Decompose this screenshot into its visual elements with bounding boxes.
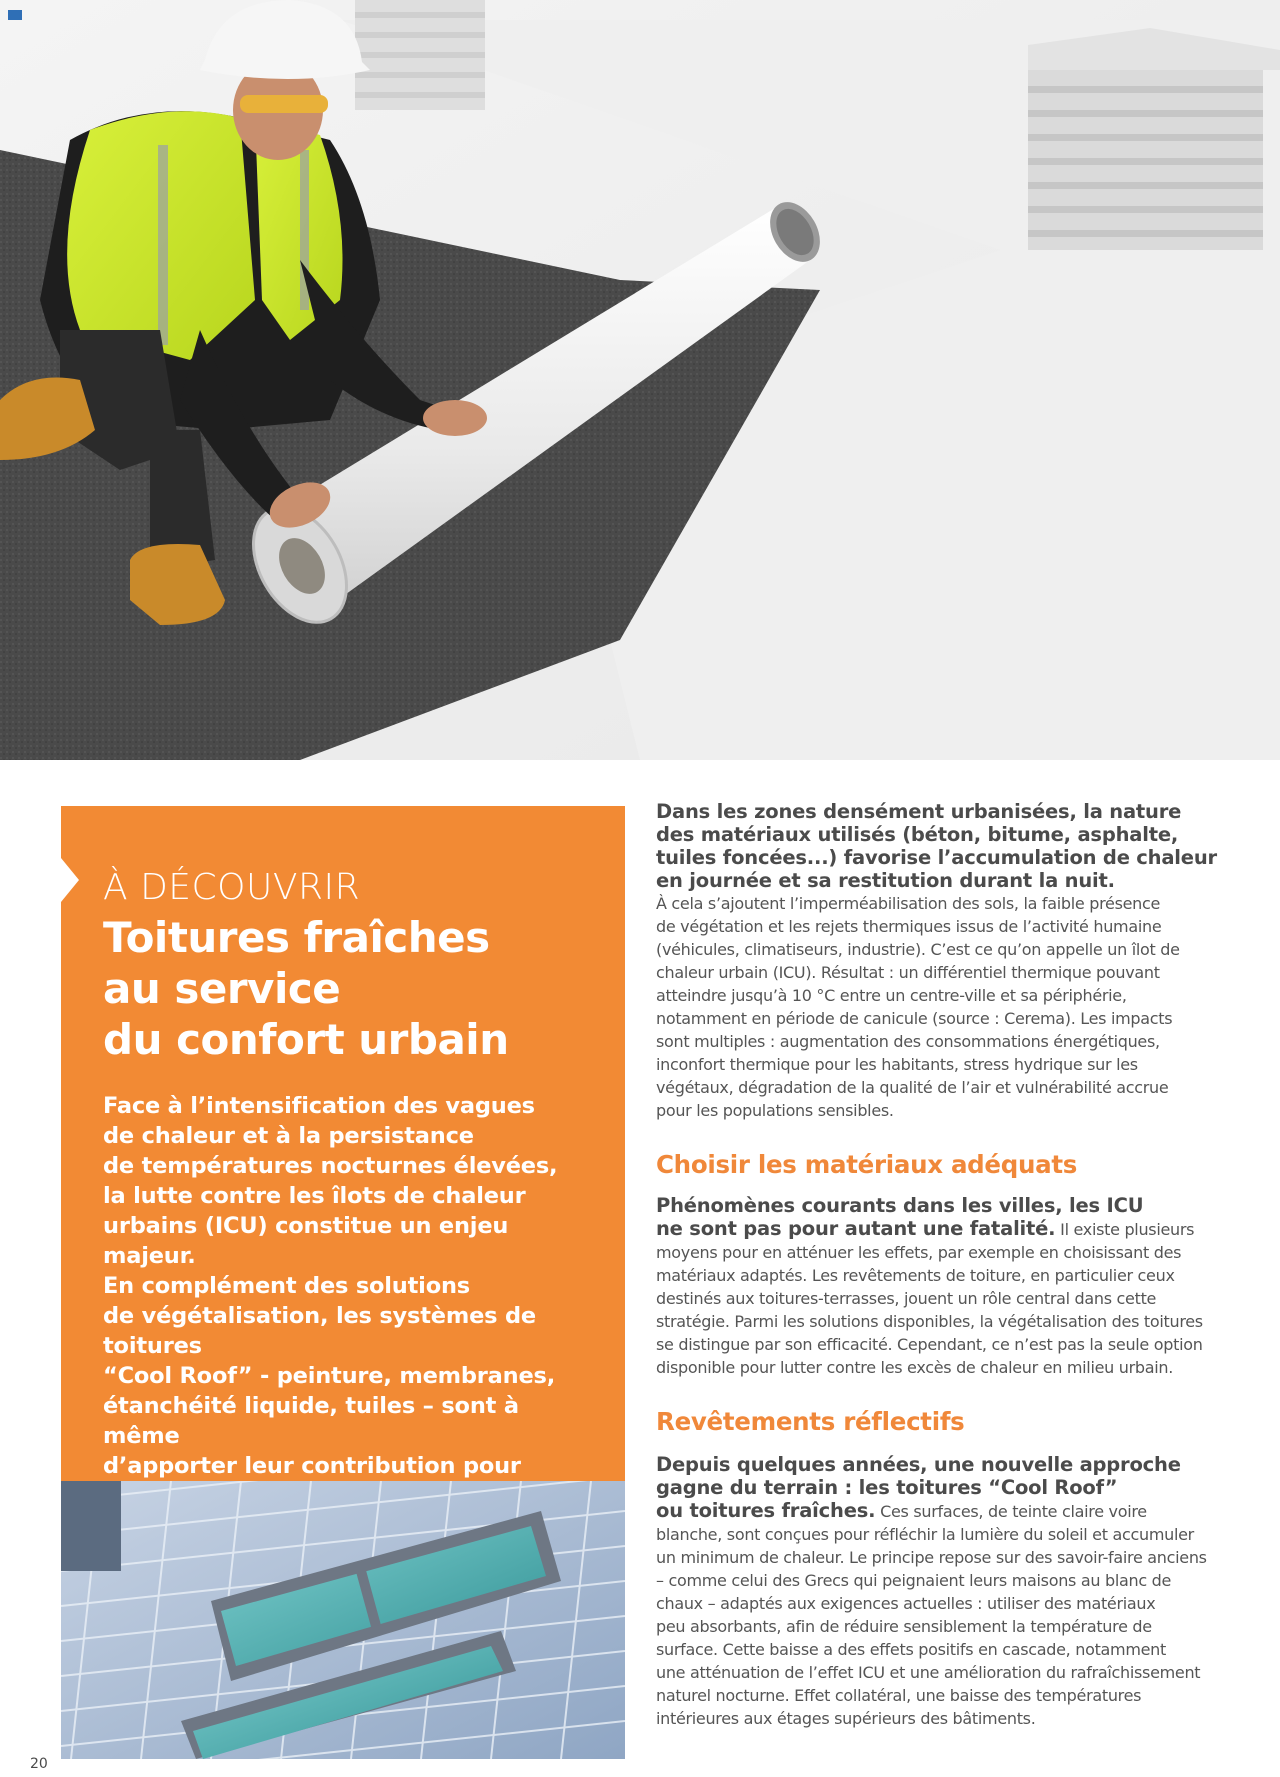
building-facade-photo <box>61 1481 625 1759</box>
body-line: destinés aux toitures-terrasses, jouent un rôle central dans cette <box>656 1289 1157 1308</box>
intro-text <box>103 1091 595 1541</box>
body-inline: Il existe plusieurs <box>1055 1220 1195 1239</box>
building-facade-illustration <box>61 1481 625 1759</box>
headline-line: du confort urbain <box>103 1015 509 1064</box>
intro-box <box>61 806 625 1481</box>
body-line: chaux – adaptés aux exigences actuelles : utiliser des matériaux <box>656 1594 1156 1613</box>
article-column <box>656 800 1221 1730</box>
section2-paragraph <box>656 1523 1221 1730</box>
intro-line: urbains (ICU) constitue un enjeu majeur. <box>103 1213 509 1269</box>
body-line: disponible pour lutter contre les excès de chaleur en milieu urbain. <box>656 1358 1174 1377</box>
body-line: atteindre jusqu’à 10 °C entre un centre-ville et sa périphérie, <box>656 986 1127 1005</box>
body-line: se distingue par son efficacité. Cependant, ce n’est pas la seule option <box>656 1335 1203 1354</box>
body-line: inconfort thermique pour les habitants, stress hydrique sur les <box>656 1055 1138 1074</box>
intro-kicker: À DÉCOUVRIR <box>103 867 361 908</box>
body-line: une atténuation de l’effet ICU et une amélioration du rafraîchissement <box>656 1663 1201 1682</box>
roof-membrane-illustration <box>0 0 1280 760</box>
lead-line: tuiles foncées...) favorise l’accumulation de chaleur <box>656 846 1217 869</box>
body-line: surface. Cette baisse a des effets positifs en cascade, notamment <box>656 1640 1166 1659</box>
body-line: stratégie. Parmi les solutions disponibles, la végétalisation des toitures <box>656 1312 1203 1331</box>
intro-line: Face à l’intensification des vagues <box>103 1093 535 1119</box>
body-line: (véhicules, climatiseurs, industrie). C’est ce qu’on appelle un îlot de <box>656 940 1180 959</box>
lead-line: ou toitures fraîches. <box>656 1499 876 1522</box>
section2-lead <box>656 1453 1221 1523</box>
body-line: végétaux, dégradation de la qualité de l’air et vulnérabilité accrue <box>656 1078 1169 1097</box>
body-line: À cela s’ajoutent l’imperméabilisation des sols, la faible présence <box>656 894 1161 913</box>
intro-line: de chaleur et à la persistance <box>103 1123 474 1149</box>
corner-badge-icon <box>8 10 22 20</box>
lead-line: ne sont pas pour autant une fatalité. <box>656 1217 1056 1240</box>
section1-lead <box>656 1194 1221 1241</box>
lead-line: gagne du terrain : les toitures “Cool Roof” <box>656 1476 1118 1499</box>
body-line: chaleur urbain (ICU). Résultat : un différentiel thermique pouvant <box>656 963 1160 982</box>
body-line: blanche, sont conçues pour réfléchir la lumière du soleil et accumuler <box>656 1525 1194 1544</box>
body-line: un minimum de chaleur. Le principe repose sur des savoir-faire anciens <box>656 1548 1207 1567</box>
body-line: – comme celui des Grecs qui peignaient leurs maisons au blanc de <box>656 1571 1172 1590</box>
article-paragraph-1 <box>656 892 1221 1122</box>
lead-line-with-inline <box>656 1217 1221 1241</box>
article-lead <box>656 800 1221 892</box>
headline-line: Toitures fraîches <box>103 913 490 962</box>
page-number: 20 <box>30 1756 48 1772</box>
intro-notch-decoration <box>61 858 79 902</box>
body-line: pour les populations sensibles. <box>656 1101 894 1120</box>
intro-line: de végétalisation, les systèmes de toitures <box>103 1303 536 1359</box>
lead-line: des matériaux utilisés (béton, bitume, asphalte, <box>656 823 1179 846</box>
lead-line-with-inline <box>656 1499 1221 1523</box>
section1-paragraph <box>656 1241 1221 1379</box>
body-inline: Ces surfaces, de teinte claire voire <box>875 1502 1147 1521</box>
intro-line: la lutte contre les îlots de chaleur <box>103 1183 526 1209</box>
hero-photo <box>0 0 1280 760</box>
body-line: sont multiples : augmentation des consommations énergétiques, <box>656 1032 1160 1051</box>
intro-line: En complément des solutions <box>103 1273 470 1299</box>
body-line: peu absorbants, afin de réduire sensiblement la température de <box>656 1617 1152 1636</box>
body-line: moyens pour en atténuer les effets, par exemple en choisissant des <box>656 1243 1182 1262</box>
section-title-materials: Choisir les matériaux adéquats <box>656 1150 1078 1179</box>
body-line: intérieures aux étages supérieurs des bâtiments. <box>656 1709 1036 1728</box>
body-line: naturel nocturne. Effet collatéral, une baisse des températures <box>656 1686 1142 1705</box>
section-title-reflective: Revêtements réflectifs <box>656 1407 965 1436</box>
headline-line: au service <box>103 964 341 1013</box>
lead-line: Depuis quelques années, une nouvelle approche <box>656 1453 1181 1476</box>
lead-line: en journée et sa restitution durant la nuit. <box>656 869 1115 892</box>
intro-line: de températures nocturnes élevées, <box>103 1153 558 1179</box>
body-line: matériaux adaptés. Les revêtements de toiture, en particulier ceux <box>656 1266 1175 1285</box>
intro-line: étanchéité liquide, tuiles – sont à même <box>103 1393 519 1449</box>
body-line: notamment en période de canicule (source : Cerema). Les impacts <box>656 1009 1173 1028</box>
lead-line: Dans les zones densément urbanisées, la nature <box>656 800 1182 823</box>
intro-headline <box>103 912 595 1065</box>
lead-line: Phénomènes courants dans les villes, les ICU <box>656 1194 1144 1217</box>
body-line: de végétation et les rejets thermiques issus de l’activité humaine <box>656 917 1162 936</box>
intro-line: “Cool Roof” - peinture, membranes, <box>103 1363 556 1389</box>
intro-line: d’apporter leur contribution pour <box>103 1453 521 1479</box>
